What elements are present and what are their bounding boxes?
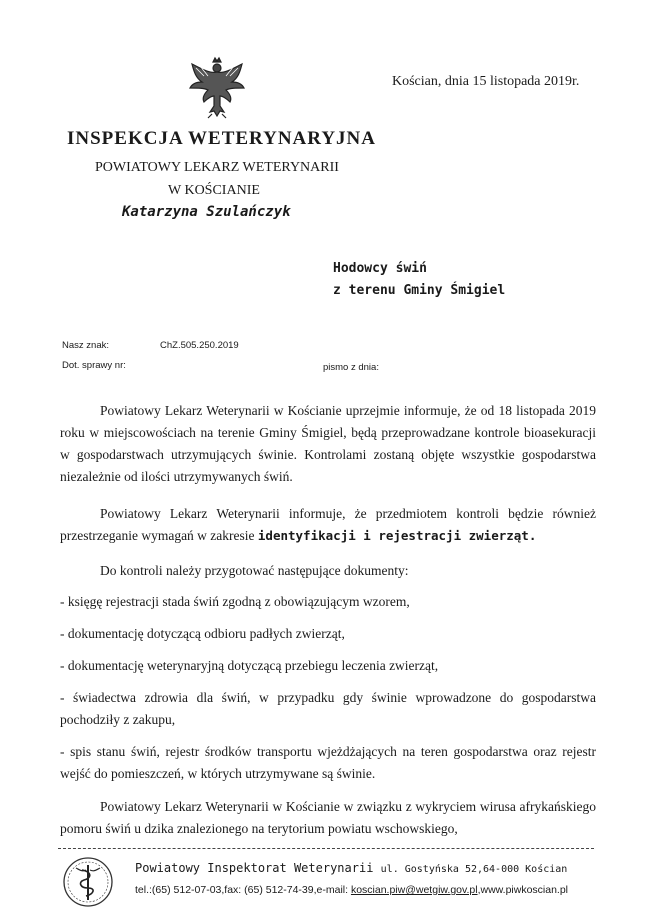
paragraph-3: Do kontroli należy przygotować następujące dokumenty: — [100, 563, 409, 578]
letter-date-label: pismo z dnia: — [323, 362, 379, 373]
recipient-block — [333, 258, 505, 302]
paragraph-2 — [60, 503, 596, 547]
footer-email-link[interactable]: koscian.piw@wetgiw.gov.pl — [350, 884, 478, 896]
list-item: - dokumentację dotyczącą odbioru padłych zwierząt, — [60, 626, 345, 641]
letter-date: Kościan, dnia 15 listopada 2019r. — [392, 74, 580, 89]
footer-org-line — [135, 861, 567, 875]
list-item: - świadectwa zdrowia dla świń, w przypadku gdy świnie wprowadzone do gospodarstwa pochodziły z zakupu, — [60, 690, 596, 727]
paragraph-1: Powiatowy Lekarz Weterynarii w Kościanie uprzejmie informuje, że od 18 listopada 2019 roku w miejscowościach na terenie Gminy Śmigiel, będą przeprowadzane kontrole bioasekuracji w gospodarstwach utrzymujących świnie. Kontrolami zostaną objęte wszystkie gospodarstwa niezależnie od ilości utrzymywanych świń. — [60, 403, 596, 484]
institution-name: INSPEKCJA WETERYNARYJNA — [67, 128, 376, 149]
paragraph-2-text: Powiatowy Lekarz Weterynarii informuje, że przedmiotem kontroli będzie również przestrzeganie wymagań w zakresie — [60, 506, 596, 543]
recipient-line-2: z terenu Gminy Śmigiel — [333, 283, 506, 298]
our-ref-label: Nasz znak: — [62, 340, 109, 351]
office-city: W KOŚCIANIE — [168, 183, 260, 198]
recipient-line-1: Hodowcy świń — [333, 261, 427, 276]
office-name: POWIATOWY LEKARZ WETERYNARII — [95, 160, 339, 175]
footer-divider — [58, 848, 594, 849]
list-item: - księgę rejestracji stada świń zgodną z obowiązującym wzorem, — [60, 594, 410, 609]
footer-address: ul. Gostyńska 52,64-000 Kościan — [380, 864, 568, 875]
our-ref-value: ChZ.505.250.2019 — [160, 340, 239, 351]
eagle-emblem-icon — [186, 56, 248, 120]
footer-contact-line — [135, 884, 568, 896]
footer-phone-fax: tel.:(65) 512-07-03,fax: (65) 512-74-39,e-mail: — [135, 884, 351, 896]
paragraph-4: Powiatowy Lekarz Weterynarii w Kościanie w związku z wykryciem wirusa afrykańskiego pomoru świń u dzika znalezionego na terytorium powiatu wschowskiego, — [60, 799, 596, 836]
paragraph-2-bold: identyfikacji i rejestracji zwierząt. — [257, 528, 537, 543]
list-item: - dokumentację weterynaryjną dotyczącą przebiegu leczenia zwierząt, — [60, 658, 439, 673]
veterinary-logo-icon — [62, 856, 114, 908]
list-item: - spis stanu świń, rejestr środków transportu wjeżdżających na teren gospodarstwa oraz rejestr wejść do pomieszczeń, w których utrzymywane są świnie. — [60, 744, 596, 781]
footer-org: Powiatowy Inspektorat Weterynarii — [135, 861, 374, 875]
case-number-label: Dot. sprawy nr: — [62, 360, 126, 371]
footer-website[interactable]: ,www.piwkoscian.pl — [477, 884, 569, 896]
signatory-name: Katarzyna Szulańczyk — [122, 204, 291, 220]
